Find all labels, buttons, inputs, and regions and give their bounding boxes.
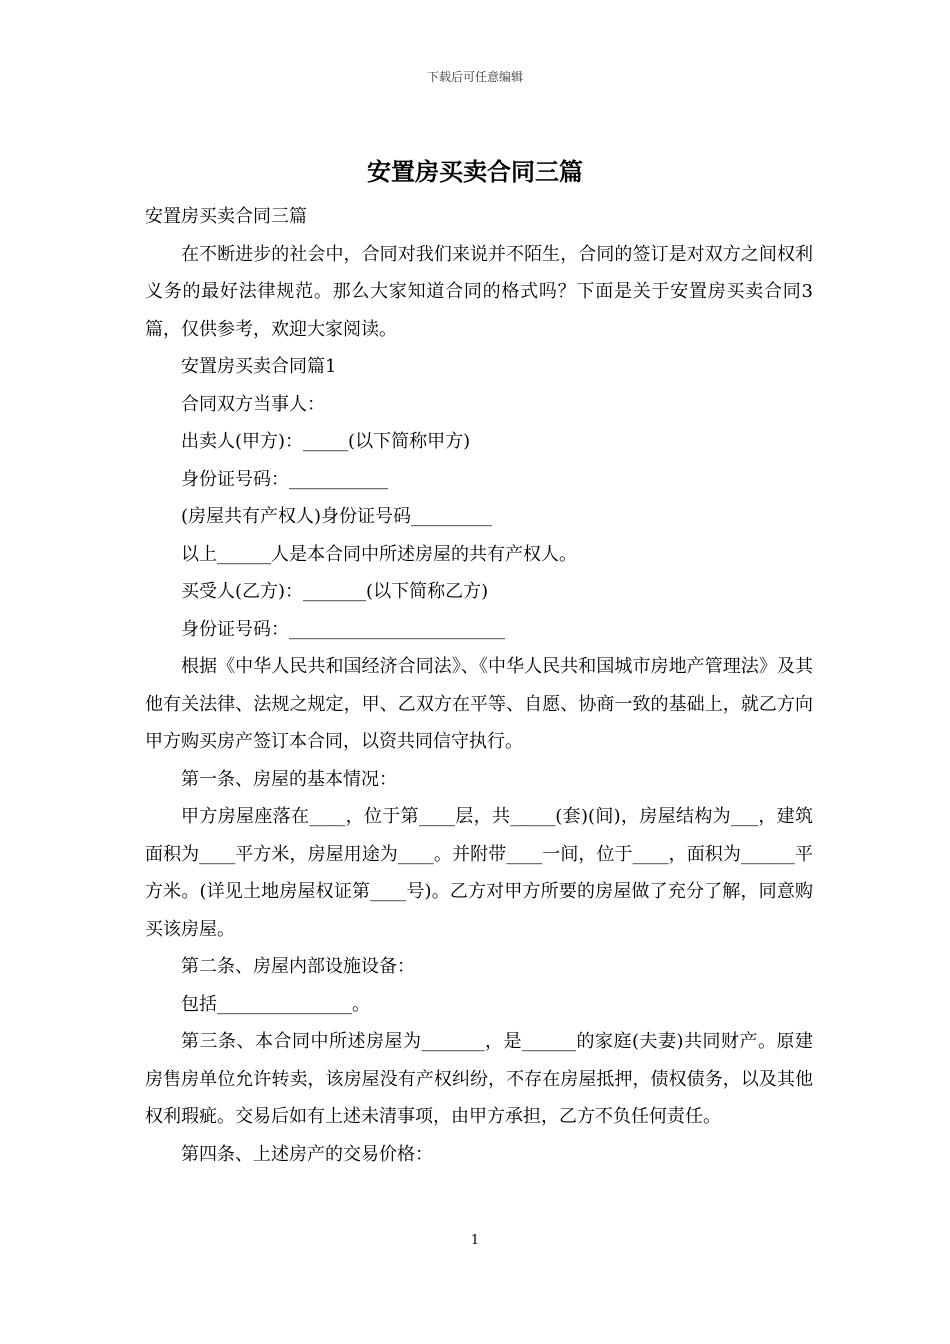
article-2-heading: 第二条、房屋内部设施设备： [181,956,415,977]
document-body [145,198,813,1173]
buyer-id-line: 身份证号码：________________________ [181,618,505,640]
seller-line: 出卖人(甲方)：_____(以下简称甲方) [181,431,471,452]
article-3-body: 第三条、本合同中所述房屋为_______，是______的家庭(夫妻)共同财产。原建房售房单位允许转卖，该房屋没有产权纠纷，不存在房屋抵押，债权债务，以及其他权利瑕疵。交易后如有上述未清事项，由甲方承担，乙方不负任何责任。 [145,1031,813,1127]
section-heading: 安置房买卖合同篇1 [181,356,337,377]
co-owner-count-line: 以上______人是本合同中所述房屋的共有产权人。 [181,543,577,565]
subtitle-paragraph: 安置房买卖合同三篇 [145,206,307,227]
page-number: 1 [470,1233,480,1248]
legal-basis-paragraph: 根据《中华人民共和国经济合同法》、《中华人民共和国城市房地产管理法》及其他有关法律、法规之规定，甲、乙双方在平等、自愿、协商一致的基础上，就乙方向甲方购买房产签订本合同，以资共同信守执行。 [145,656,813,752]
page-header-note: 下载后可任意编辑 [426,70,523,84]
buyer-line: 买受人(乙方)：_______(以下简称乙方) [181,581,489,602]
article-1-heading: 第一条、房屋的基本情况： [181,768,397,790]
parties-label: 合同双方当事人： [181,393,325,415]
document-title: 安置房买卖合同三篇 [367,157,583,186]
seller-id-line: 身份证号码：___________ [181,468,388,490]
intro-paragraph: 在不断进步的社会中，合同对我们来说并不陌生，合同的签订是对双方之间权利义务的最好法律规范。那么大家知道合同的格式吗？下面是关于安置房买卖合同3篇，仅供参考，欢迎大家阅读。 [145,243,813,340]
co-owner-id-line: (房屋共有产权人)身份证号码_________ [181,506,493,527]
article-2-body: 包括_______________。 [181,993,370,1015]
article-1-body: 甲方房屋座落在____，位于第____层，共_____(套)(间)，房屋结构为___，建筑面积为____平方米，房屋用途为____。并附带____一间，位于____，面积为______平方米。(详见土地房屋权证第____号)。乙方对甲方所要的房屋做了充分了解，同意购买该房屋。 [145,806,813,940]
article-4-heading: 第四条、上述房产的交易价格： [181,1143,433,1165]
